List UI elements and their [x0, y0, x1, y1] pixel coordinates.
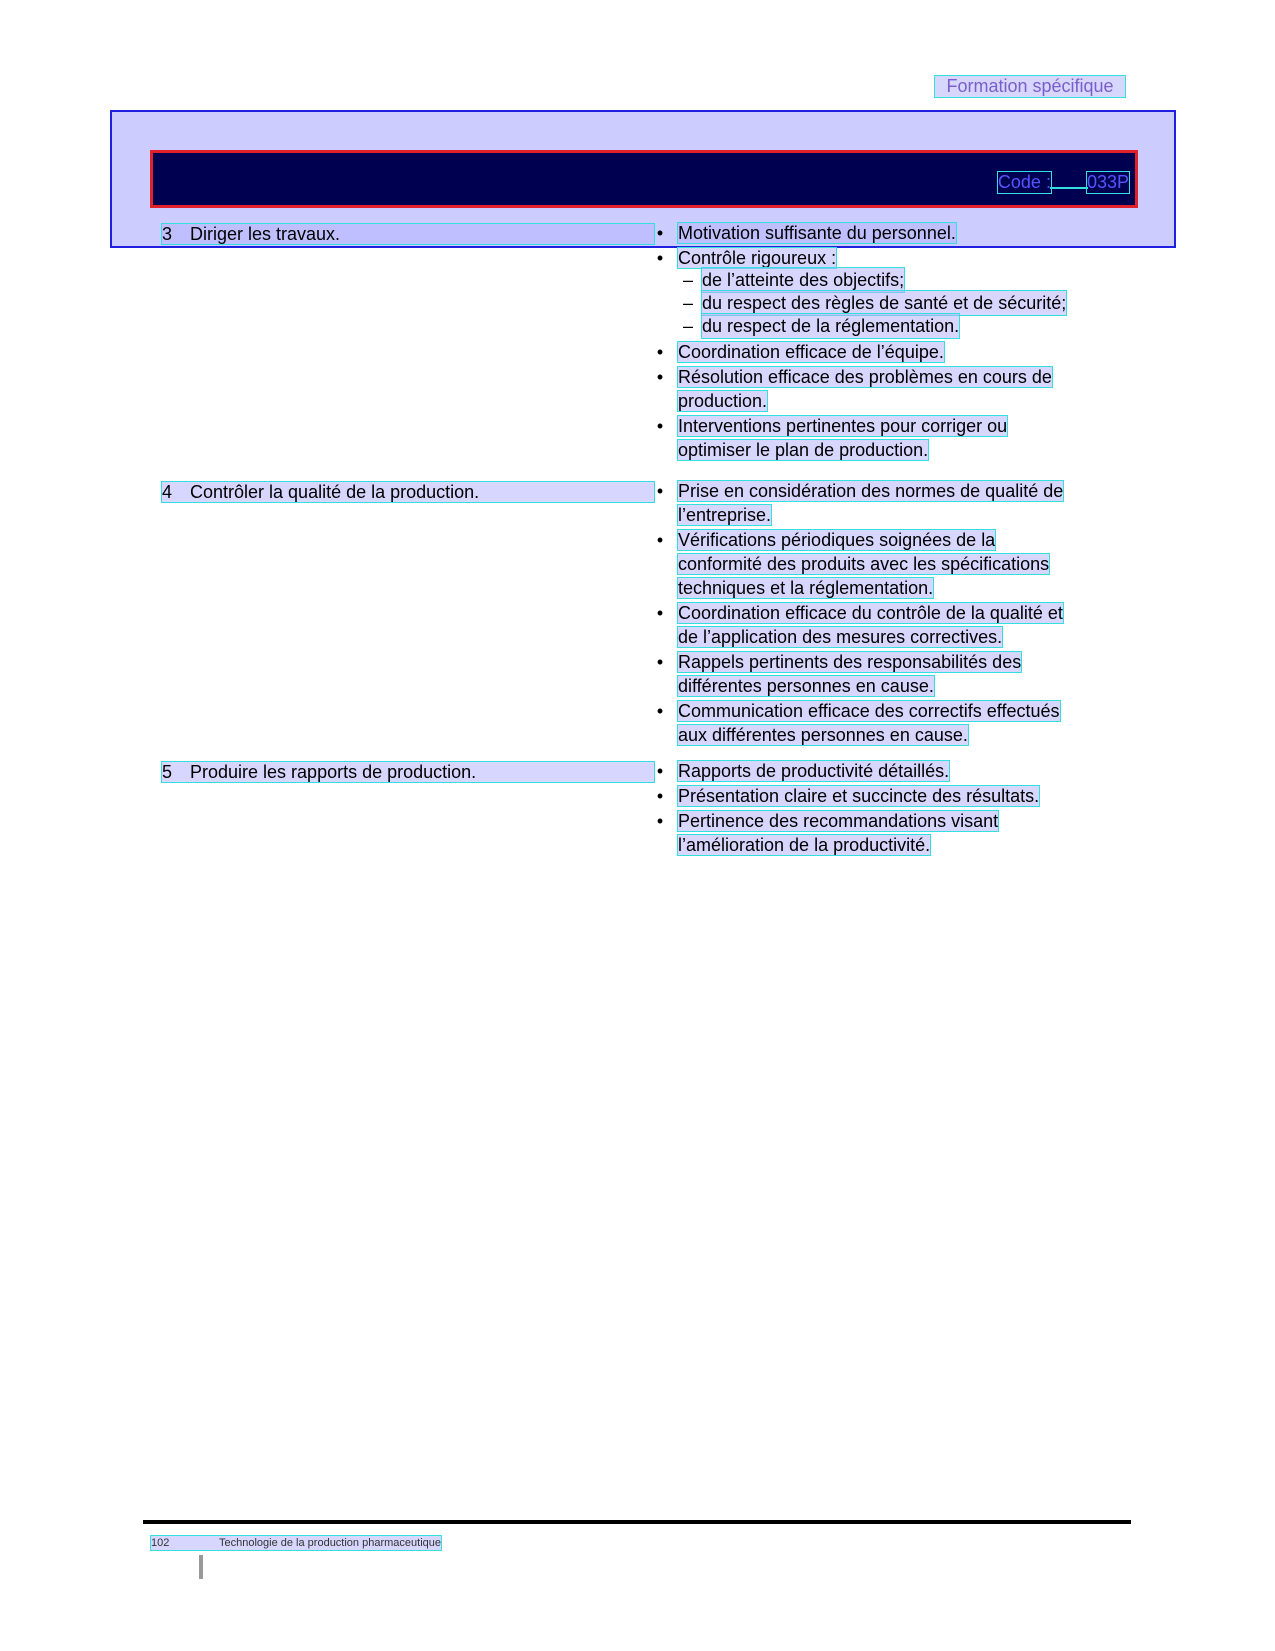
bullet-icon: • — [656, 481, 664, 501]
footer — [151, 1536, 441, 1550]
sub-criterion-text: du respect de la réglementation. — [702, 316, 960, 336]
sub-criterion-text: du respect des règles de santé et de sécurité; — [702, 293, 1067, 313]
competency-number: 3 — [162, 224, 173, 244]
sub-criterion-text: de l’atteinte des objectifs; — [702, 270, 905, 290]
criterion-text — [678, 759, 949, 783]
bullet-icon: • — [656, 342, 664, 362]
criterion-text — [678, 809, 998, 857]
section-label: Formation spécifique — [935, 76, 1125, 97]
criterion-text — [678, 414, 1007, 462]
competency-number: 4 — [162, 482, 173, 502]
criterion-line: techniques et la réglementation. — [678, 578, 934, 598]
criterion-line: Interventions pertinentes pour corriger ou — [678, 416, 1008, 436]
criterion-line: aux différentes personnes en cause. — [678, 725, 968, 745]
bullet-icon: • — [656, 530, 664, 550]
bullet-icon: • — [656, 652, 664, 672]
banner-title-bar — [150, 150, 1138, 208]
bullet-icon: • — [656, 248, 664, 268]
competency-title — [162, 762, 654, 782]
criterion-line: Coordination efficace du contrôle de la qualité et — [678, 603, 1063, 623]
criterion-text — [678, 479, 1063, 527]
criterion-text — [678, 246, 836, 270]
criterion-line: Motivation suffisante du personnel. — [678, 223, 956, 243]
bullet-icon: • — [656, 367, 664, 387]
footer-rule — [143, 1520, 1131, 1524]
bullet-icon: • — [656, 701, 664, 721]
page-number: 102 — [151, 1537, 170, 1549]
criterion-text — [678, 650, 1021, 698]
criterion-text — [678, 365, 1052, 413]
bullet-icon: • — [656, 811, 664, 831]
course-code — [998, 172, 1129, 193]
criterion-line: Communication efficace des correctifs effectués — [678, 701, 1060, 721]
criterion-text — [678, 601, 1063, 649]
bullet-icon: • — [656, 603, 664, 623]
bullet-icon: • — [656, 223, 664, 243]
criterion-text — [678, 221, 956, 245]
criterion-line: Présentation claire et succincte des résultats. — [678, 786, 1040, 806]
criterion-line: optimiser le plan de production. — [678, 440, 929, 460]
bullet-icon: • — [656, 786, 664, 806]
criterion-line: Coordination efficace de l’équipe. — [678, 342, 944, 362]
competency-text: Contrôler la qualité de la production. — [190, 482, 480, 502]
competency-title — [162, 224, 654, 244]
criterion-text — [678, 528, 1049, 600]
criterion-line: l’entreprise. — [678, 505, 772, 525]
criterion-text — [678, 340, 944, 364]
criterion-text — [678, 699, 1060, 747]
dash-icon: – — [682, 316, 693, 336]
criterion-line: Prise en considération des normes de qualité de — [678, 481, 1064, 501]
criterion-line: Résolution efficace des problèmes en cours de — [678, 367, 1052, 387]
criterion-text — [678, 784, 1039, 808]
criterion-line: Rappels pertinents des responsabilités des — [678, 652, 1022, 672]
criterion-line: Vérifications périodiques soignées de la — [678, 530, 996, 550]
dash-icon: – — [682, 270, 693, 290]
bullet-icon: • — [656, 761, 664, 781]
code-value: 033P — [1086, 172, 1129, 192]
dash-icon: – — [682, 293, 693, 313]
document-title: Technologie de la production pharmaceutique — [219, 1537, 441, 1549]
competency-title — [162, 482, 654, 502]
footer-marker — [199, 1555, 203, 1579]
criterion-line: l’amélioration de la productivité. — [678, 835, 931, 855]
criterion-line: Contrôle rigoureux : — [678, 248, 837, 268]
competency-text: Produire les rapports de production. — [190, 762, 477, 782]
criterion-line: production. — [678, 391, 768, 411]
competency-number: 5 — [162, 762, 173, 782]
criterion-line: Pertinence des recommandations visant — [678, 811, 999, 831]
bullet-icon: • — [656, 416, 664, 436]
code-label: Code : — [997, 172, 1051, 192]
criterion-line: de l’application des mesures correctives. — [678, 627, 1003, 647]
criterion-line: Rapports de productivité détaillés. — [678, 761, 950, 781]
competency-text: Diriger les travaux. — [190, 224, 341, 244]
criterion-line: différentes personnes en cause. — [678, 676, 934, 696]
criterion-line: conformité des produits avec les spécifications — [678, 554, 1050, 574]
